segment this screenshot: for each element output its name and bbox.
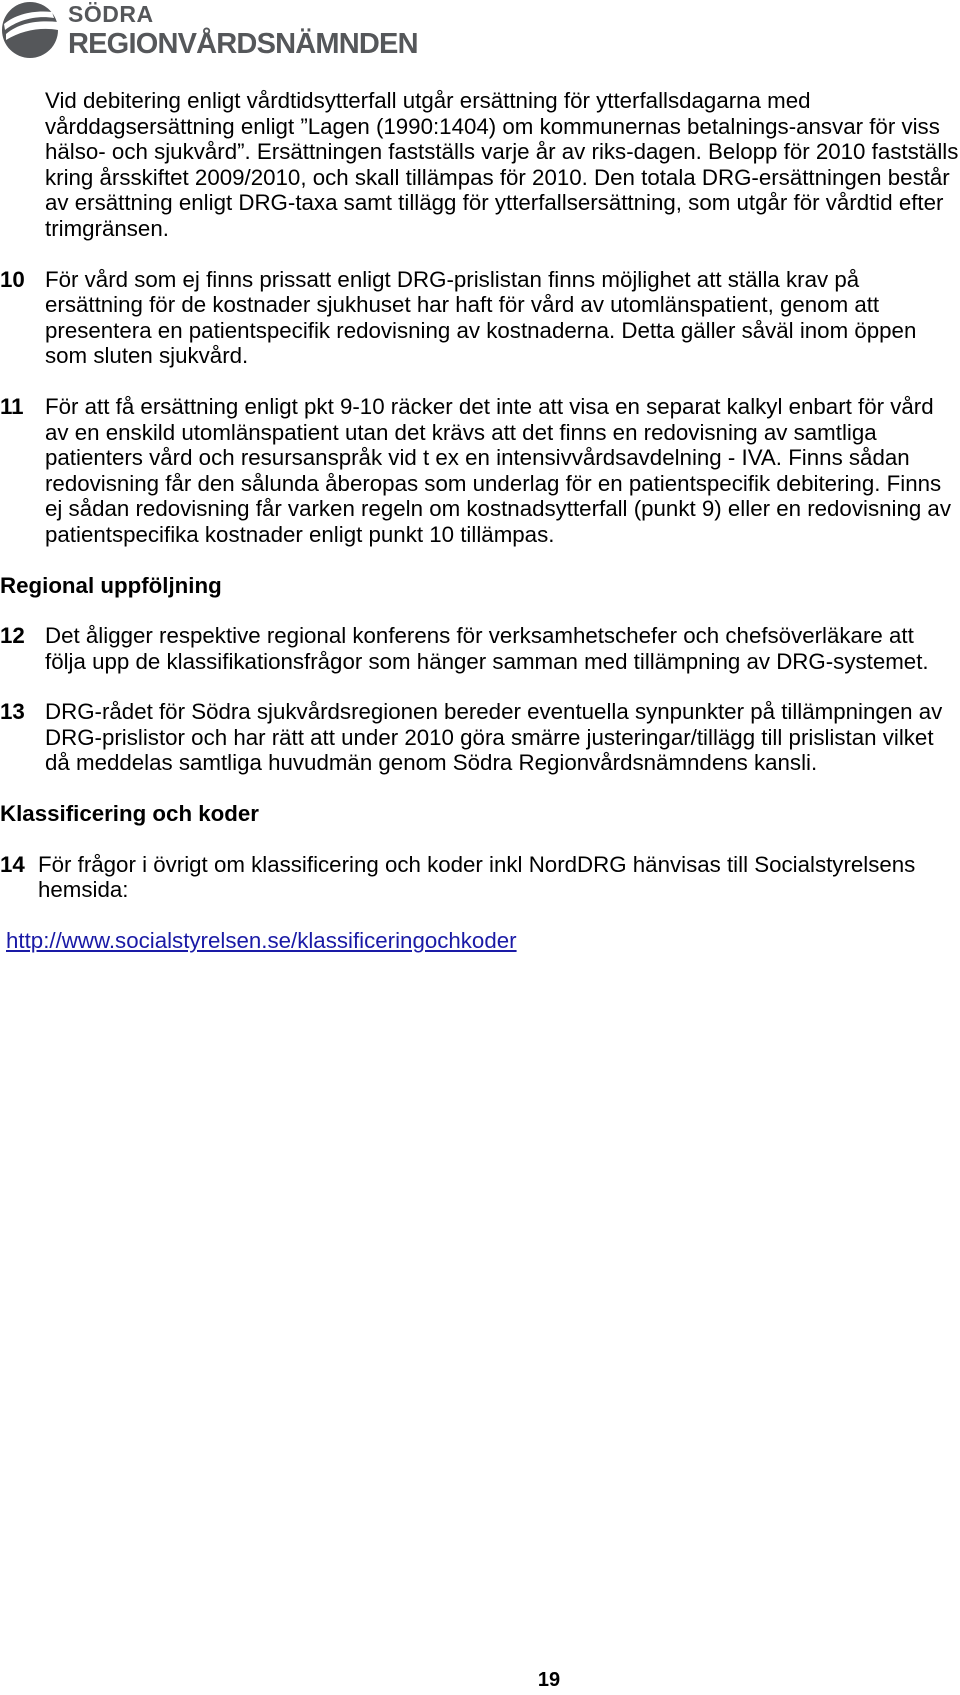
link-line (6, 928, 960, 954)
item-number: 13 (0, 699, 25, 725)
list-item-10 (0, 267, 960, 369)
item-text: För frågor i övrigt om klassificering och koder inkl NordDRG hänvisas till Socialstyrelsens hemsida: (38, 851, 916, 903)
socialstyrelsen-link[interactable]: http://www.socialstyrelsen.se/klassificeringochkoder (6, 927, 517, 953)
intro-paragraph: Vid debitering enligt vårdtidsytterfall utgår ersättning för ytterfallsdagarna med vårddagsersättning enligt ”Lagen (1990:1404) om kommunernas betalnings-ansvar för viss hälso- och sjukvård”. Ersättningen fastställs varje år av riks-dagen. Belopp för 2010 fastställs kring årsskiftet 2009/2010, och skall tillämpas för 2010. Den totala DRG-ersättningen består av ersättning enligt DRG-taxa samt tillägg för ytterfallsersättning, som utgår för vårdtid efter trimgränsen. (45, 88, 959, 241)
item-text: För vård som ej finns prissatt enligt DRG-prislistan finns möjlighet att ställa krav på ersättning för de kostnader sjukhuset har haft för vård av utomlänspatient, genom att presentera en patientspecifik redovisning av kostnaderna. Detta gäller såväl inom öppen som sluten sjukvård. (45, 266, 917, 369)
item-text: Det åligger respektive regional konferens för verksamhetschefer och chefsöverläkare att följa upp de klassifikationsfrågor som hänger samman med tillämpning av DRG-systemet. (45, 623, 929, 674)
list-item-11 (0, 394, 960, 548)
item-number: 10 (0, 266, 25, 292)
logo-text-sodra: SÖDRA (68, 1, 154, 27)
logo-text-regionvardsnamnden: REGIONVÅRDSNÄMNDEN (68, 28, 418, 60)
list-item-13 (0, 699, 960, 776)
section-heading-regional: Regional uppföljning (0, 572, 222, 598)
page-number: 19 (537, 1669, 561, 1691)
item-text: För att få ersättning enligt pkt 9-10 räcker det inte att visa en separat kalkyl enbart för vård av en enskild utomlänspatient utan det krävs att det finns en redovisning av samtliga patienters vård och resursanspråk vid t ex en intensivvårdsavdelning - IVA. Finns sådan redovisning får den sålunda åberopas som underlag för en patientspecifik debitering. Finns ej sådan redovisning får varken regeln om kostnadsytterfall (punkt 9) eller en redovisning av patientspecifika kostnader enligt punkt 10 tillämpas. (45, 393, 951, 547)
section-heading-classification: Klassificering och koder (0, 801, 259, 827)
item-text: DRG-rådet för Södra sjukvårdsregionen bereder eventuella synpunkter på tillämpningen av DRG-prislistor och har rätt att under 2010 göra smärre justeringar/tillägg till prislistan vilket då meddelas samtliga huvudmän genom Södra Regionvårdsnämndens kansli. (45, 699, 943, 776)
item-number: 12 (0, 623, 25, 649)
document-body (0, 88, 960, 953)
list-item-12 (0, 623, 960, 674)
item-number: 11 (0, 393, 24, 419)
logo-mark-icon (0, 0, 62, 62)
organization-logo (0, 0, 430, 62)
list-item-14 (0, 852, 953, 903)
item-number: 14 (0, 851, 25, 877)
